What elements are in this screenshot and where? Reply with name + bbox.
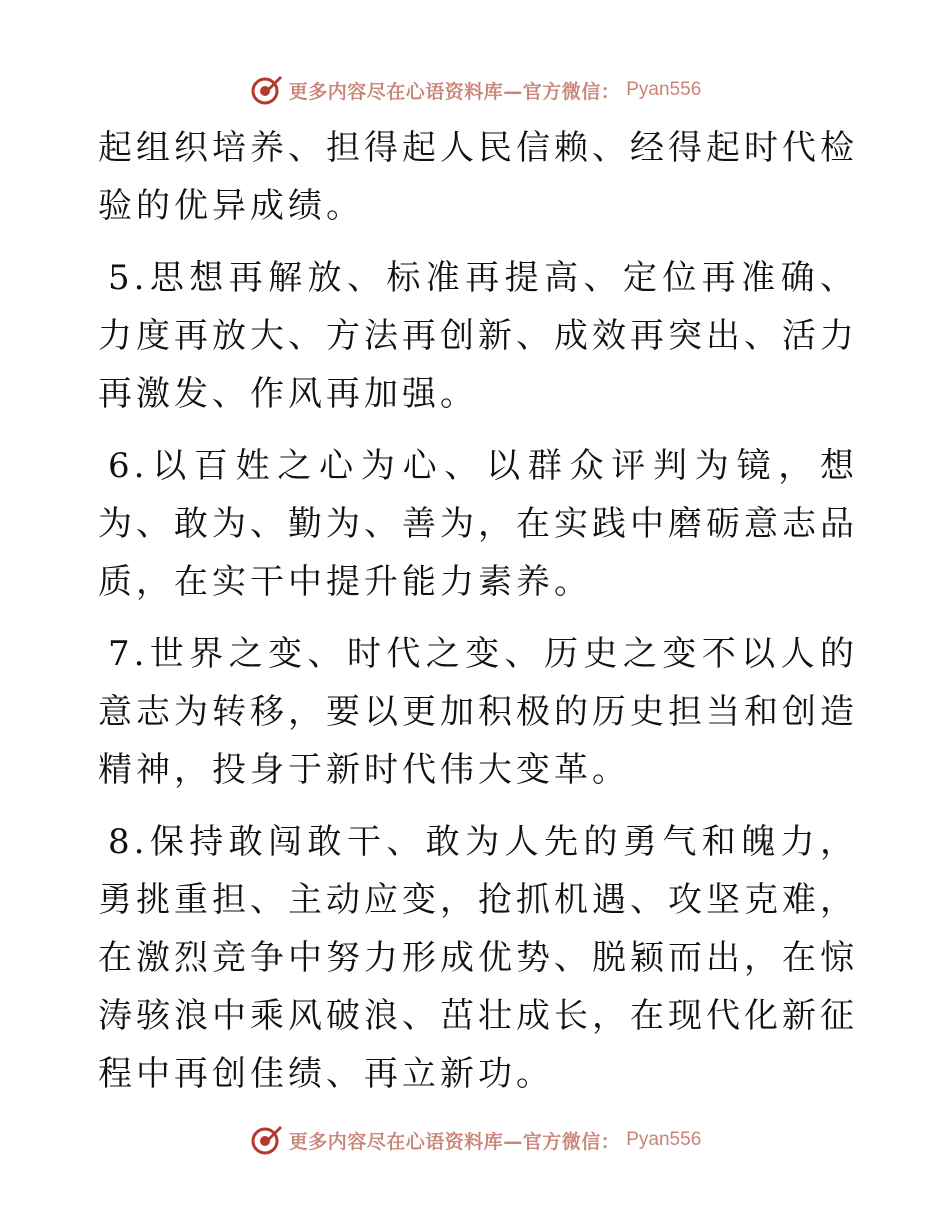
paragraph-item-8 — [98, 813, 858, 1103]
watermark-text: 更多内容尽在心语资料库—官方微信： — [288, 1130, 621, 1153]
paragraph-continuation — [98, 119, 858, 235]
paragraph-item-7 — [98, 625, 858, 799]
document-body — [98, 119, 858, 1117]
header-watermark — [0, 70, 950, 110]
item-number: 7. — [108, 634, 149, 674]
item-number: 5. — [108, 258, 149, 298]
paragraph-text: 起组织培养、担得起人民信赖、经得起时代检验的优异成绩。 — [98, 128, 858, 226]
paragraph-text: 保持敢闯敢干、敢为人先的勇气和魄力，勇挑重担、主动应变，抢抓机遇、攻坚克难，在激烈竞争中努力形成优势、脱颖而出，在惊涛骇浪中乘风破浪、茁壮成长，在现代化新征程中再创佳绩、再立新功。 — [98, 822, 858, 1094]
watermark-id: Pyan556 — [626, 1129, 702, 1150]
watermark-text: 更多内容尽在心语资料库—官方微信： — [288, 80, 621, 103]
paragraph-text: 世界之变、时代之变、历史之变不以人的意志为转移，要以更加积极的历史担当和创造精神，投身于新时代伟大变革。 — [98, 634, 858, 790]
item-number: 8. — [108, 822, 149, 862]
paragraph-text: 思想再解放、标准再提高、定位再准确、力度再放大、方法再创新、成效再突出、活力再激发、作风再加强。 — [98, 258, 858, 414]
pen-logo-icon — [249, 73, 283, 107]
watermark-id: Pyan556 — [626, 79, 702, 100]
paragraph-item-6 — [98, 437, 858, 611]
pen-logo-icon — [249, 1123, 283, 1157]
footer-watermark — [0, 1120, 950, 1160]
paragraph-item-5 — [98, 249, 858, 423]
paragraph-text: 以百姓之心为心、以群众评判为镜，想为、敢为、勤为、善为，在实践中磨砺意志品质，在实干中提升能力素养。 — [98, 446, 858, 602]
item-number: 6. — [108, 446, 149, 486]
